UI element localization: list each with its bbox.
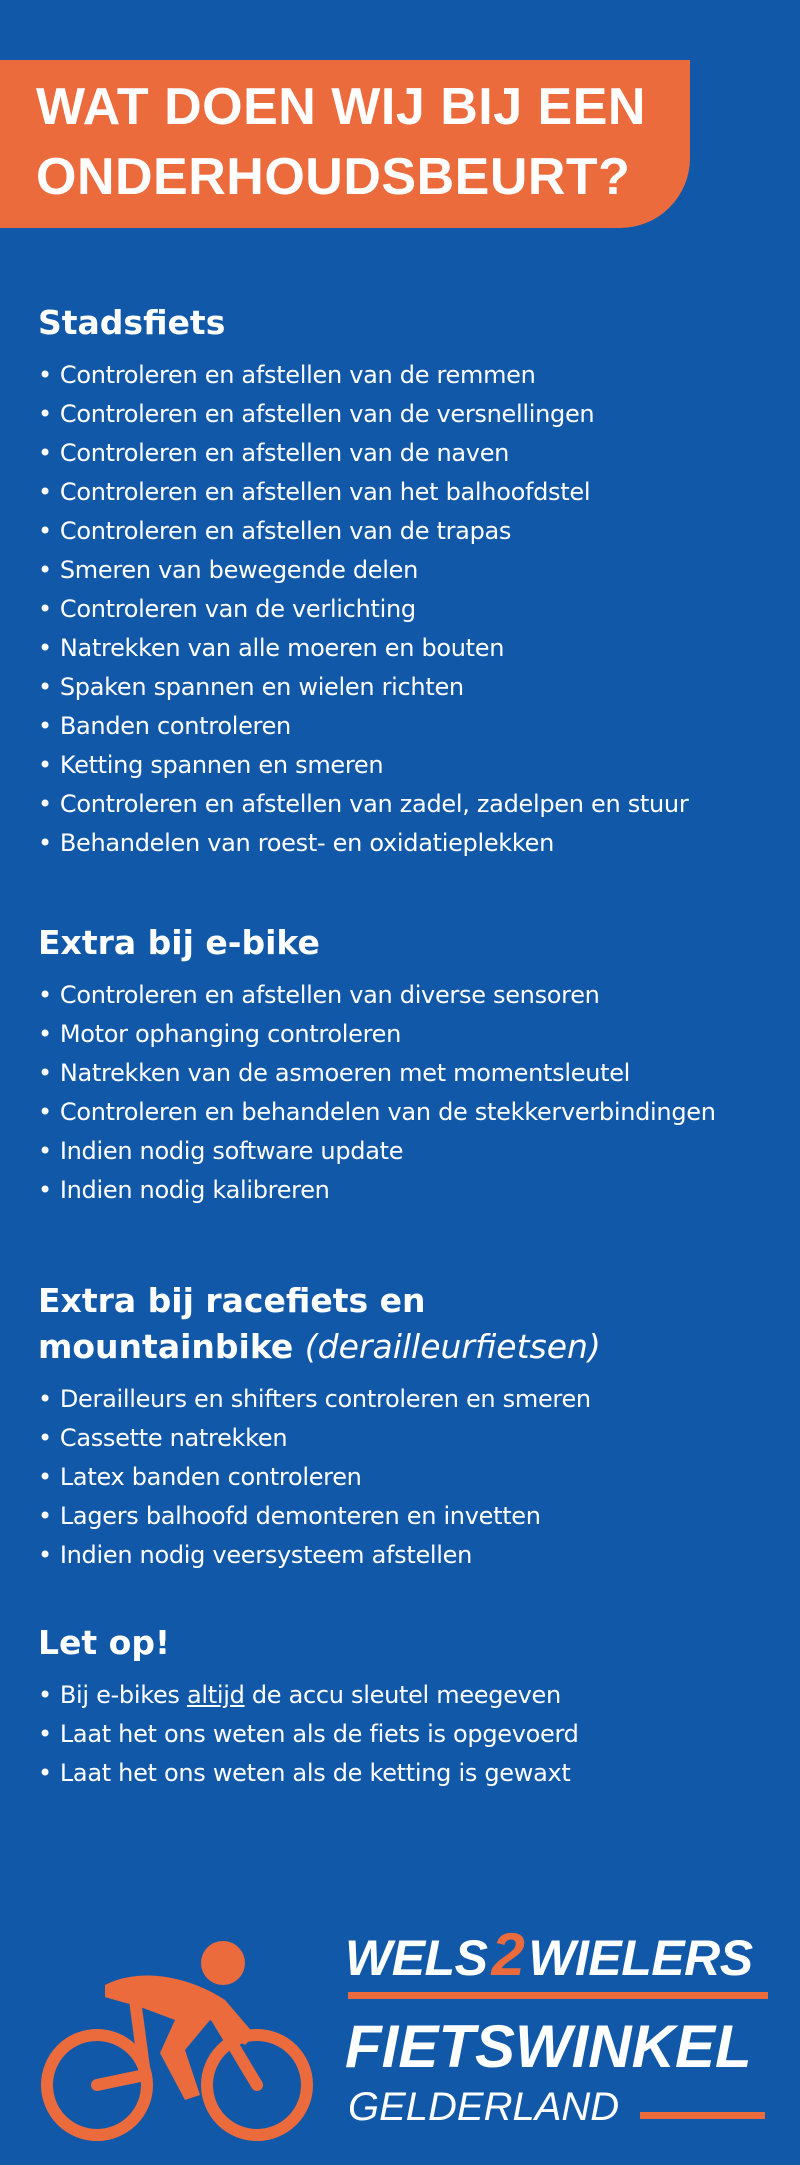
- bullet-icon: •: [38, 1502, 52, 1530]
- list-item: [38, 1458, 788, 1497]
- list-item-text: Controleren en afstellen van de versnellingen: [59, 400, 595, 428]
- list-item-text: Cassette natrekken: [59, 1424, 288, 1452]
- list-item-text: Controleren en afstellen van zadel, zadelpen en stuur: [59, 790, 689, 818]
- list-item: [38, 551, 788, 590]
- list-item-text: Indien nodig kalibreren: [59, 1176, 330, 1204]
- list-item-text: Indien nodig software update: [59, 1137, 404, 1165]
- list-item: [38, 1132, 788, 1171]
- list-item: [38, 976, 788, 1015]
- list-item-text: Controleren en afstellen van het balhoofdstel: [59, 478, 591, 506]
- section-racefiets: [38, 1278, 788, 1575]
- brand-name-line1: [345, 1921, 753, 1988]
- bullet-icon: •: [38, 1424, 52, 1452]
- bullet-icon: •: [38, 1059, 52, 1087]
- list-item-text: Controleren en afstellen van de remmen: [59, 361, 536, 389]
- list-item: [38, 1497, 788, 1536]
- bullet-icon: •: [38, 517, 52, 545]
- page-title-line1: WAT DOEN WIJ BIJ EEN: [36, 78, 646, 136]
- list-item: [38, 1715, 788, 1754]
- list-item: [38, 1536, 788, 1575]
- list-stadsfiets: [38, 356, 788, 863]
- bullet-icon: •: [38, 1137, 52, 1165]
- bullet-icon: •: [38, 1020, 52, 1048]
- list-item: [38, 356, 788, 395]
- bullet-icon: •: [38, 1541, 52, 1569]
- brand-divider: [348, 1992, 768, 1999]
- list-item-text: Lagers balhoofd demonteren en invetten: [59, 1502, 541, 1530]
- list-item: [38, 1093, 788, 1132]
- section-ebike: [38, 920, 788, 1210]
- cyclist-icon: [25, 1925, 325, 2155]
- list-ebike: [38, 976, 788, 1210]
- let-op-item1-post: de accu sleutel meegeven: [244, 1681, 561, 1709]
- section-title-racefiets-line2: mountainbike: [38, 1327, 294, 1366]
- section-stadsfiets: [38, 300, 788, 863]
- bullet-icon: •: [38, 673, 52, 701]
- list-item-text: Controleren van de verlichting: [59, 595, 416, 623]
- section-title-stadsfiets: Stadsfiets: [38, 303, 226, 342]
- bullet-icon: •: [38, 981, 52, 1009]
- list-item-text: Spaken spannen en wielen richten: [59, 673, 464, 701]
- list-item: [38, 1676, 788, 1715]
- list-item-text: Controleren en afstellen van de trapas: [59, 517, 512, 545]
- list-item: [38, 590, 788, 629]
- brand-number: 2: [491, 1921, 525, 1988]
- bullet-icon: •: [38, 1385, 52, 1413]
- list-item: [38, 1419, 788, 1458]
- section-title-racefiets-line1: Extra bij racefiets en: [38, 1281, 426, 1320]
- bullet-icon: •: [38, 1463, 52, 1491]
- list-item-text: Natrekken van alle moeren en bouten: [59, 634, 505, 662]
- bullet-icon: •: [38, 1098, 52, 1126]
- bullet-icon: •: [38, 634, 52, 662]
- bullet-icon: •: [38, 595, 52, 623]
- list-item: [38, 1754, 788, 1793]
- brand-word-wielers: WIELERS: [528, 1930, 753, 1986]
- bullet-icon: •: [38, 751, 52, 779]
- list-item: [38, 1380, 788, 1419]
- list-item: [38, 1054, 788, 1093]
- list-item-text: Motor ophanging controleren: [59, 1020, 402, 1048]
- list-item: [38, 473, 788, 512]
- list-item: [38, 707, 788, 746]
- bullet-icon: •: [38, 361, 52, 389]
- list-item: [38, 824, 788, 863]
- list-item-text: Latex banden controleren: [59, 1463, 362, 1491]
- brand-underline: [640, 2112, 765, 2119]
- list-racefiets: [38, 1380, 788, 1575]
- bullet-icon: •: [38, 1720, 52, 1748]
- list-item-text: Derailleurs en shifters controleren en smeren: [59, 1385, 591, 1413]
- list-item-text: Natrekken van de asmoeren met momentsleutel: [59, 1059, 631, 1087]
- list-item-text: Behandelen van roest- en oxidatieplekken: [59, 829, 555, 857]
- let-op-item1-underlined: altijd: [186, 1681, 245, 1709]
- bullet-icon: •: [38, 829, 52, 857]
- brand-word-wels: WELS: [345, 1930, 488, 1986]
- section-let-op: [38, 1620, 788, 1793]
- list-item: [38, 1015, 788, 1054]
- list-item: [38, 785, 788, 824]
- section-title-racefiets: [38, 1278, 788, 1370]
- list-item: [38, 746, 788, 785]
- list-item-text: Banden controleren: [59, 712, 291, 740]
- list-item-text: Ketting spannen en smeren: [59, 751, 384, 779]
- bullet-icon: •: [38, 439, 52, 467]
- list-item: [38, 1171, 788, 1210]
- let-op-item1-pre: Bij e-bikes: [59, 1681, 187, 1709]
- brand-name-line2: FIETSWINKEL: [345, 2013, 752, 2080]
- list-item: [38, 512, 788, 551]
- bullet-icon: •: [38, 400, 52, 428]
- brand-logo: [0, 1905, 800, 2165]
- section-title-ebike: Extra bij e-bike: [38, 923, 320, 962]
- header-banner: [0, 60, 690, 228]
- section-title-let-op: Let op!: [38, 1623, 171, 1662]
- bullet-icon: •: [38, 712, 52, 740]
- bullet-icon: •: [38, 1681, 52, 1709]
- let-op-item2: Laat het ons weten als de fiets is opgevoerd: [59, 1720, 579, 1748]
- brand-name-line3: GELDERLAND: [348, 2085, 620, 2129]
- list-item: [38, 629, 788, 668]
- list-let-op: [38, 1676, 788, 1793]
- list-item: [38, 668, 788, 707]
- list-item-text: Indien nodig veersysteem afstellen: [59, 1541, 473, 1569]
- bullet-icon: •: [38, 478, 52, 506]
- list-item-text: Smeren van bewegende delen: [59, 556, 419, 584]
- list-item-text: Controleren en behandelen van de stekkerverbindingen: [59, 1098, 716, 1126]
- section-title-racefiets-italic: (derailleurfietsen): [304, 1327, 601, 1366]
- list-item: [38, 434, 788, 473]
- list-item-text: Controleren en afstellen van diverse sensoren: [59, 981, 600, 1009]
- page-title-line2: ONDERHOUDSBEURT?: [36, 148, 631, 206]
- bullet-icon: •: [38, 556, 52, 584]
- bullet-icon: •: [38, 1176, 52, 1204]
- bullet-icon: •: [38, 1759, 52, 1787]
- let-op-item3: Laat het ons weten als de ketting is gewaxt: [59, 1759, 571, 1787]
- page-title: [36, 72, 690, 212]
- list-item: [38, 395, 788, 434]
- list-item-text: Controleren en afstellen van de naven: [59, 439, 510, 467]
- bullet-icon: •: [38, 790, 52, 818]
